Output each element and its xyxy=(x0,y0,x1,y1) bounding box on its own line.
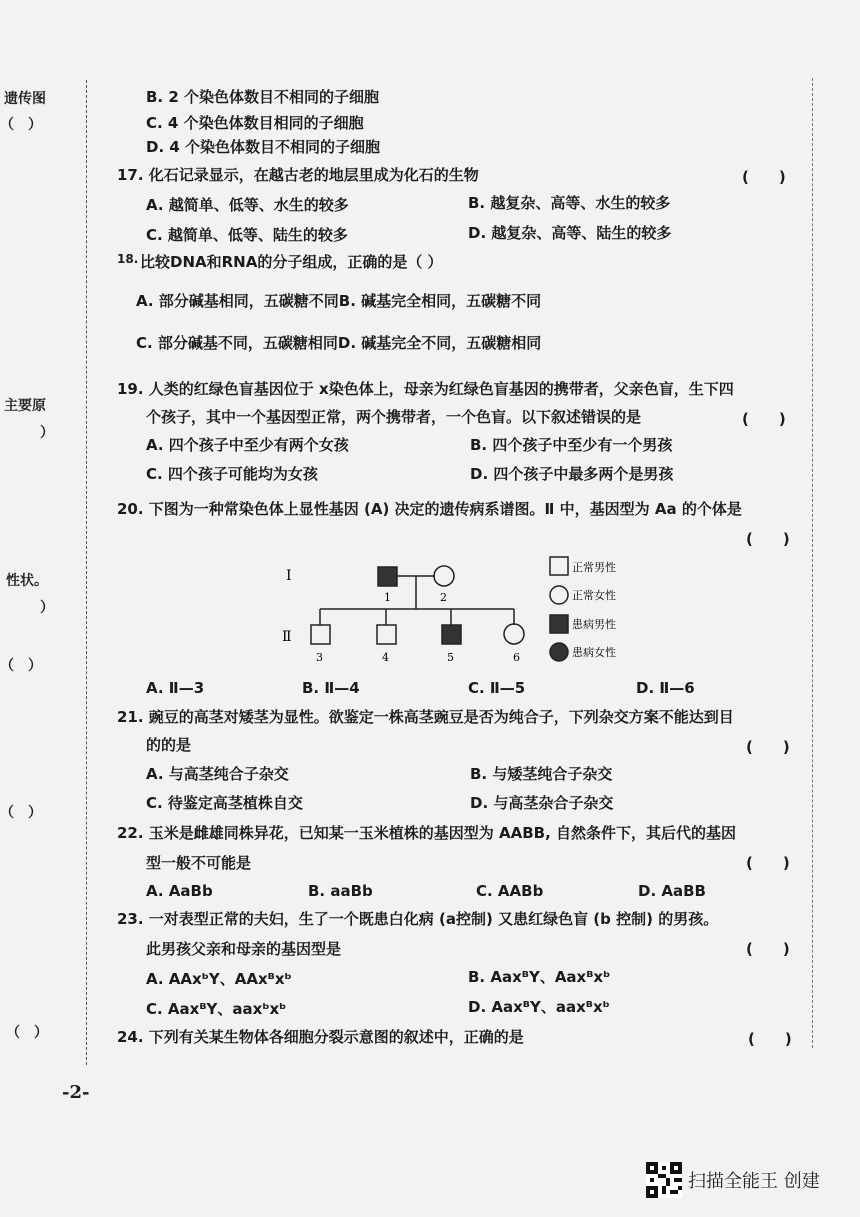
q23-stem-line2: 此男孩父亲和母亲的基因型是 xyxy=(146,940,342,958)
q20-option-a: A. Ⅱ—3 xyxy=(146,679,205,697)
legend-affected-female-label: 患病女性 xyxy=(572,646,616,659)
margin-fragment: （ ） xyxy=(6,1025,48,1041)
margin-fragment: 遗传图 xyxy=(4,91,46,107)
q16-option-d: D. 4 个染色体数目不相同的子细胞 xyxy=(146,138,381,156)
q21-option-b: B. 与矮茎纯合子杂交 xyxy=(470,765,613,783)
normal-male-symbol xyxy=(377,625,396,644)
q20-stem: 20. 下图为一种常染色体上显性基因 (A) 决定的遗传病系谱图。Ⅱ 中，基因型为 Aa 的个体是 xyxy=(117,500,742,518)
q17-option-b: B. 越复杂、高等、水生的较多 xyxy=(468,194,671,212)
margin-fragment: ） xyxy=(40,425,54,441)
margin-fragment: 性状。 xyxy=(6,573,48,589)
legend-normal-male-label: 正常男性 xyxy=(572,561,616,574)
q17-answer-blank: ( ) xyxy=(742,168,786,186)
q22-stem-line2: 型一般不可能是 xyxy=(146,854,252,872)
binding-line xyxy=(86,80,87,1065)
legend-normal-male-symbol xyxy=(550,557,568,575)
qr-code-icon xyxy=(646,1162,682,1198)
normal-female-symbol xyxy=(434,566,454,586)
q21-stem-line1: 21. 豌豆的高茎对矮茎为显性。欲鉴定一株高茎豌豆是否为纯合子，下列杂交方案不能达到目 xyxy=(117,708,734,726)
normal-female-symbol xyxy=(504,624,524,644)
q22-option-d: D. AaBB xyxy=(638,882,706,900)
q20-option-b: B. Ⅱ—4 xyxy=(302,679,360,697)
individual-number: 3 xyxy=(316,651,323,664)
generation-label-1: I xyxy=(286,568,292,584)
legend-affected-male-label: 患病男性 xyxy=(572,618,616,631)
q21-option-a: A. 与高茎纯合子杂交 xyxy=(146,765,289,783)
individual-number: 4 xyxy=(382,651,389,664)
q24-answer-blank: ( ) xyxy=(748,1030,792,1048)
normal-male-symbol xyxy=(311,625,330,644)
affected-male-symbol xyxy=(378,567,397,586)
individual-number: 2 xyxy=(440,591,447,604)
q17-option-d: D. 越复杂、高等、陆生的较多 xyxy=(468,224,672,242)
legend-normal-female-label: 正常女性 xyxy=(572,589,616,602)
q23-option-b: B. AaxᴮY、Aaxᴮxᵇ xyxy=(468,968,611,986)
q22-stem-line1: 22. 玉米是雌雄同株异花，已知某一玉米植株的基因型为 AABB, 自然条件下，其后代的基因 xyxy=(117,824,737,842)
q23-option-a: A. AAxᵇY、AAxᴮxᵇ xyxy=(146,970,292,988)
legend-affected-male-symbol xyxy=(550,615,568,633)
q19-option-c: C. 四个孩子可能均为女孩 xyxy=(146,465,318,483)
q18-options-cd: C. 部分碱基不同，五碳糖相同D. 碱基完全不同，五碳糖相同 xyxy=(136,334,542,352)
q17-option-c: C. 越简单、低等、陆生的较多 xyxy=(146,226,348,244)
q21-option-c: C. 待鉴定高茎植株自交 xyxy=(146,794,303,812)
q20-option-c: C. Ⅱ—5 xyxy=(468,679,526,697)
page-number: -2- xyxy=(62,1082,90,1103)
q22-option-b: B. aaBb xyxy=(308,882,373,900)
q24-stem: 24. 下列有关某生物体各细胞分裂示意图的叙述中，正确的是 xyxy=(117,1028,524,1046)
q21-answer-blank: ( ) xyxy=(746,738,790,756)
q21-stem-line2: 的的是 xyxy=(146,736,192,754)
legend-normal-female-symbol xyxy=(550,586,568,604)
q17-stem: 17. 化石记录显示，在越古老的地层里成为化石的生物 xyxy=(117,166,479,184)
q22-option-a: A. AaBb xyxy=(146,882,213,900)
individual-number: 6 xyxy=(513,651,520,664)
q18-number: 18. xyxy=(117,252,139,266)
margin-fragment: ） xyxy=(40,600,54,616)
watermark-text: 扫描全能王 创建 xyxy=(688,1171,820,1192)
q20-answer-blank: ( ) xyxy=(746,530,790,548)
generation-label-2: Ⅱ xyxy=(282,629,292,645)
q19-option-b: B. 四个孩子中至少有一个男孩 xyxy=(470,436,673,454)
q22-option-c: C. AABb xyxy=(476,882,544,900)
margin-fragment: （ ） xyxy=(0,805,42,821)
margin-fragment: （ ） xyxy=(0,117,42,133)
q18-stem: 比较DNA和RNA的分子组成，正确的是（ ） xyxy=(140,253,443,271)
q19-stem-line2: 个孩子，其中一个基因型正常，两个携带者，一个色盲。以下叙述错误的是 xyxy=(146,408,642,426)
pedigree-chart xyxy=(280,555,680,675)
q22-answer-blank: ( ) xyxy=(746,854,790,872)
q21-option-d: D. 与高茎杂合子杂交 xyxy=(470,794,614,812)
q20-option-d: D. Ⅱ—6 xyxy=(636,679,695,697)
q23-stem-line1: 23. 一对表型正常的夫妇，生了一个既患白化病 (a控制) 又患红绿色盲 (b 控制) 的男孩。 xyxy=(117,910,719,928)
individual-number: 5 xyxy=(447,651,454,664)
q17-option-a: A. 越简单、低等、水生的较多 xyxy=(146,196,349,214)
legend-affected-female-symbol xyxy=(550,643,568,661)
q19-option-d: D. 四个孩子中最多两个是男孩 xyxy=(470,465,674,483)
q16-option-b: B. 2 个染色体数目不相同的子细胞 xyxy=(146,88,380,106)
margin-fragment: 主要原 xyxy=(4,398,46,414)
affected-male-symbol xyxy=(442,625,461,644)
q18-options-ab: A. 部分碱基相同，五碳糖不同B. 碱基完全相同，五碳糖不同 xyxy=(136,292,542,310)
scanner-watermark xyxy=(646,1162,820,1198)
individual-number: 1 xyxy=(384,591,391,604)
margin-fragment: （ ） xyxy=(0,658,42,674)
q23-answer-blank: ( ) xyxy=(746,940,790,958)
q23-option-c: C. AaxᴮY、aaxᵇxᵇ xyxy=(146,1000,287,1018)
q23-option-d: D. AaxᴮY、aaxᴮxᵇ xyxy=(468,998,610,1016)
q19-stem-line1: 19. 人类的红绿色盲基因位于 x染色体上，母亲为红绿色盲基因的携带者，父亲色盲，生下四 xyxy=(117,380,734,398)
q16-option-c: C. 4 个染色体数目相同的子细胞 xyxy=(146,114,364,132)
q19-option-a: A. 四个孩子中至少有两个女孩 xyxy=(146,436,349,454)
q19-answer-blank: ( ) xyxy=(742,410,786,428)
right-border-line xyxy=(812,78,813,1048)
